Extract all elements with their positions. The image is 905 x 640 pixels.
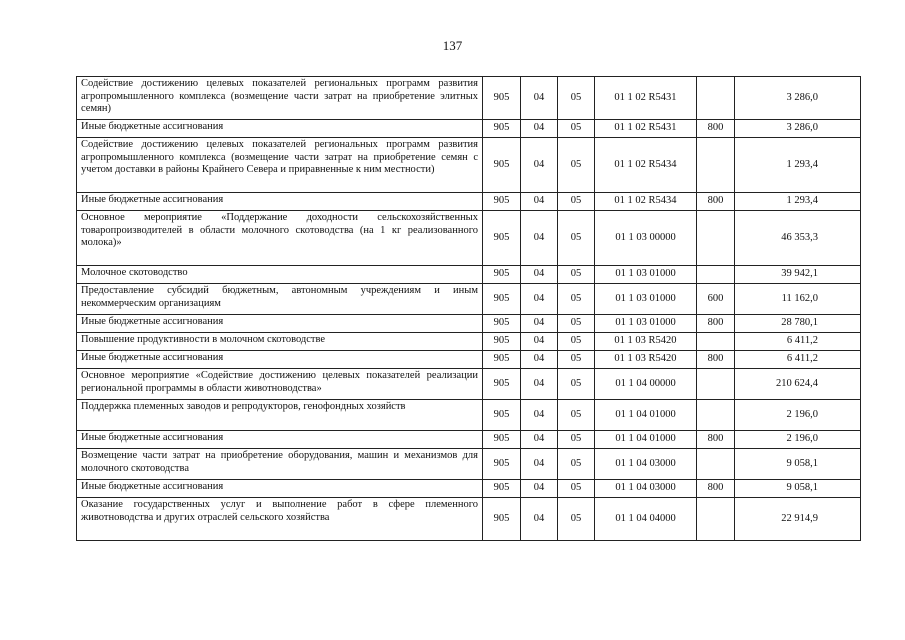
table-row <box>77 498 861 541</box>
target-article-code-cell: 01 1 03 R5420 <box>595 351 697 369</box>
subsection-code-cell: 05 <box>558 480 595 498</box>
expense-name-cell: Поддержка племенных заводов и репродукторов, генофондных хозяйств <box>77 400 483 431</box>
expense-name-cell: Иные бюджетные ассигнования <box>77 351 483 369</box>
expense-name-cell: Повышение продуктивности в молочном скотоводстве <box>77 333 483 351</box>
section-code-cell: 04 <box>521 284 558 315</box>
budget-table <box>76 76 861 541</box>
grbs-code-cell: 905 <box>483 480 521 498</box>
target-article-code-cell: 01 1 02 R5431 <box>595 77 697 120</box>
expense-name-cell: Основное мероприятие «Поддержание доходности сельскохозяйственных товаропроизводителей в области молочного скотоводства (на 1 кг реализованного молока)» <box>77 211 483 266</box>
grbs-code-cell: 905 <box>483 400 521 431</box>
expense-name-cell: Оказание государственных услуг и выполнение работ в сфере племенного животноводства и других отраслей сельского хозяйства <box>77 498 483 541</box>
expense-type-code-cell <box>697 369 735 400</box>
grbs-code-cell: 905 <box>483 77 521 120</box>
amount-cell: 22 914,9 <box>735 498 861 541</box>
grbs-code-cell: 905 <box>483 369 521 400</box>
table-row <box>77 400 861 431</box>
expense-type-code-cell: 600 <box>697 284 735 315</box>
amount-cell: 9 058,1 <box>735 449 861 480</box>
target-article-code-cell: 01 1 03 01000 <box>595 284 697 315</box>
grbs-code-cell: 905 <box>483 498 521 541</box>
table-row <box>77 369 861 400</box>
expense-name-cell: Содействие достижению целевых показателей региональных программ развития агропромышленного комплекса (возмещение части затрат на приобретение элитных семян) <box>77 77 483 120</box>
subsection-code-cell: 05 <box>558 315 595 333</box>
expense-type-code-cell <box>697 333 735 351</box>
table-row <box>77 120 861 138</box>
expense-type-code-cell: 800 <box>697 315 735 333</box>
target-article-code-cell: 01 1 03 00000 <box>595 211 697 266</box>
grbs-code-cell: 905 <box>483 284 521 315</box>
subsection-code-cell: 05 <box>558 138 595 193</box>
amount-cell: 2 196,0 <box>735 431 861 449</box>
amount-cell: 39 942,1 <box>735 266 861 284</box>
grbs-code-cell: 905 <box>483 211 521 266</box>
subsection-code-cell: 05 <box>558 333 595 351</box>
expense-name-cell: Иные бюджетные ассигнования <box>77 193 483 211</box>
section-code-cell: 04 <box>521 369 558 400</box>
target-article-code-cell: 01 1 04 01000 <box>595 400 697 431</box>
expense-name-cell: Основное мероприятие «Содействие достижению целевых показателей реализации региональной программы в области животноводства» <box>77 369 483 400</box>
target-article-code-cell: 01 1 03 01000 <box>595 315 697 333</box>
section-code-cell: 04 <box>521 120 558 138</box>
target-article-code-cell: 01 1 04 04000 <box>595 498 697 541</box>
grbs-code-cell: 905 <box>483 351 521 369</box>
expense-name-cell: Возмещение части затрат на приобретение оборудования, машин и механизмов для молочного скотоводства <box>77 449 483 480</box>
amount-cell: 46 353,3 <box>735 211 861 266</box>
page-number: 137 <box>442 38 463 53</box>
subsection-code-cell: 05 <box>558 266 595 284</box>
expense-type-code-cell <box>697 211 735 266</box>
expense-type-code-cell <box>697 266 735 284</box>
expense-name-cell: Иные бюджетные ассигнования <box>77 315 483 333</box>
expense-type-code-cell: 800 <box>697 431 735 449</box>
expense-name-cell: Иные бюджетные ассигнования <box>77 480 483 498</box>
target-article-code-cell: 01 1 04 01000 <box>595 431 697 449</box>
table-row <box>77 449 861 480</box>
amount-cell: 2 196,0 <box>735 400 861 431</box>
table-row <box>77 315 861 333</box>
subsection-code-cell: 05 <box>558 431 595 449</box>
amount-cell: 1 293,4 <box>735 193 861 211</box>
table-row <box>77 193 861 211</box>
target-article-code-cell: 01 1 04 03000 <box>595 449 697 480</box>
target-article-code-cell: 01 1 02 R5434 <box>595 138 697 193</box>
amount-cell: 210 624,4 <box>735 369 861 400</box>
subsection-code-cell: 05 <box>558 193 595 211</box>
subsection-code-cell: 05 <box>558 369 595 400</box>
grbs-code-cell: 905 <box>483 449 521 480</box>
grbs-code-cell: 905 <box>483 266 521 284</box>
table-row <box>77 77 861 120</box>
expense-type-code-cell: 800 <box>697 120 735 138</box>
section-code-cell: 04 <box>521 431 558 449</box>
target-article-code-cell: 01 1 03 R5420 <box>595 333 697 351</box>
target-article-code-cell: 01 1 02 R5431 <box>595 120 697 138</box>
amount-cell: 6 411,2 <box>735 351 861 369</box>
table-row <box>77 431 861 449</box>
expense-type-code-cell <box>697 138 735 193</box>
section-code-cell: 04 <box>521 77 558 120</box>
section-code-cell: 04 <box>521 351 558 369</box>
amount-cell: 3 286,0 <box>735 120 861 138</box>
budget-table-body <box>77 77 861 541</box>
grbs-code-cell: 905 <box>483 315 521 333</box>
section-code-cell: 04 <box>521 333 558 351</box>
target-article-code-cell: 01 1 04 00000 <box>595 369 697 400</box>
amount-cell: 28 780,1 <box>735 315 861 333</box>
subsection-code-cell: 05 <box>558 498 595 541</box>
expense-type-code-cell <box>697 498 735 541</box>
section-code-cell: 04 <box>521 315 558 333</box>
table-row <box>77 284 861 315</box>
amount-cell: 1 293,4 <box>735 138 861 193</box>
table-row <box>77 138 861 193</box>
section-code-cell: 04 <box>521 138 558 193</box>
section-code-cell: 04 <box>521 498 558 541</box>
amount-cell: 3 286,0 <box>735 77 861 120</box>
table-row <box>77 211 861 266</box>
amount-cell: 11 162,0 <box>735 284 861 315</box>
subsection-code-cell: 05 <box>558 449 595 480</box>
section-code-cell: 04 <box>521 400 558 431</box>
amount-cell: 6 411,2 <box>735 333 861 351</box>
subsection-code-cell: 05 <box>558 211 595 266</box>
table-row <box>77 480 861 498</box>
table-row <box>77 351 861 369</box>
section-code-cell: 04 <box>521 480 558 498</box>
expense-name-cell: Молочное скотоводство <box>77 266 483 284</box>
expense-type-code-cell <box>697 400 735 431</box>
expense-name-cell: Предоставление субсидий бюджетным, автономным учреждениям и иным некоммерческим организациям <box>77 284 483 315</box>
grbs-code-cell: 905 <box>483 333 521 351</box>
grbs-code-cell: 905 <box>483 138 521 193</box>
grbs-code-cell: 905 <box>483 193 521 211</box>
amount-cell: 9 058,1 <box>735 480 861 498</box>
subsection-code-cell: 05 <box>558 400 595 431</box>
subsection-code-cell: 05 <box>558 284 595 315</box>
subsection-code-cell: 05 <box>558 120 595 138</box>
target-article-code-cell: 01 1 03 01000 <box>595 266 697 284</box>
expense-type-code-cell: 800 <box>697 351 735 369</box>
expense-type-code-cell <box>697 77 735 120</box>
section-code-cell: 04 <box>521 266 558 284</box>
expense-name-cell: Иные бюджетные ассигнования <box>77 120 483 138</box>
expense-name-cell: Иные бюджетные ассигнования <box>77 431 483 449</box>
section-code-cell: 04 <box>521 193 558 211</box>
section-code-cell: 04 <box>521 449 558 480</box>
expense-type-code-cell: 800 <box>697 193 735 211</box>
table-row <box>77 266 861 284</box>
expense-name-cell: Содействие достижению целевых показателей региональных программ развития агропромышленного комплекса (возмещение части затрат на приобретение семян с учетом доставки в районы Крайнего Севера и приравненные к ним местности) <box>77 138 483 193</box>
table-row <box>77 333 861 351</box>
subsection-code-cell: 05 <box>558 351 595 369</box>
expense-type-code-cell: 800 <box>697 480 735 498</box>
subsection-code-cell: 05 <box>558 77 595 120</box>
grbs-code-cell: 905 <box>483 431 521 449</box>
expense-type-code-cell <box>697 449 735 480</box>
target-article-code-cell: 01 1 04 03000 <box>595 480 697 498</box>
target-article-code-cell: 01 1 02 R5434 <box>595 193 697 211</box>
grbs-code-cell: 905 <box>483 120 521 138</box>
section-code-cell: 04 <box>521 211 558 266</box>
